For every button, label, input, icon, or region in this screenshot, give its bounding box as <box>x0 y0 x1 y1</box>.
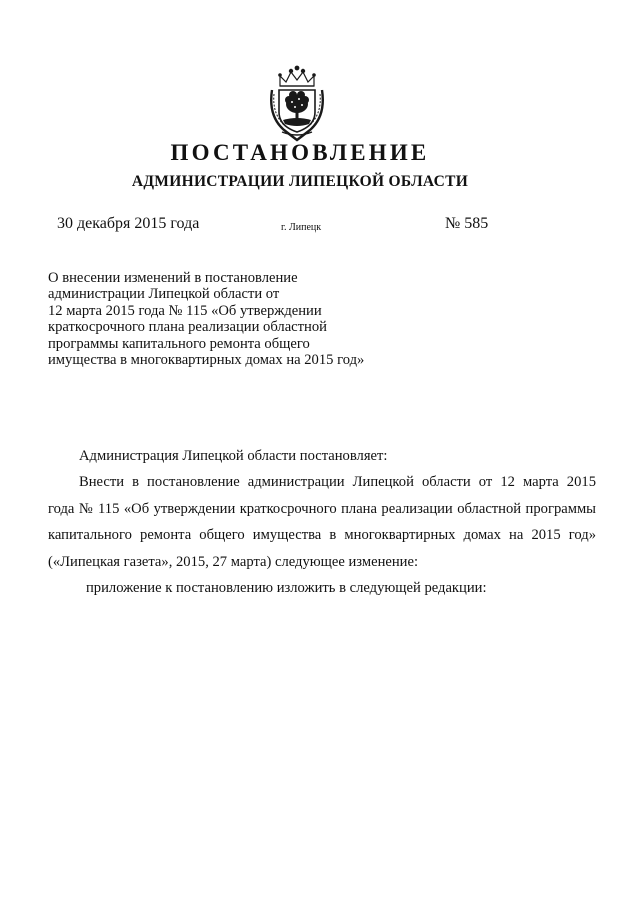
main-paragraph-line: капитального ремонта общего имущества в многоквартирных домах на 2015 год» <box>48 527 596 543</box>
main-paragraph-line: («Липецкая газета», 2015, 27 марта) следующее изменение: <box>48 553 419 570</box>
final-paragraph: приложение к постановлению изложить в следующей редакции: <box>86 580 487 596</box>
coat-of-arms-icon <box>266 64 328 142</box>
main-paragraph-line: года № 115 «Об утверждении краткосрочного плана реализации областной программы <box>48 500 596 517</box>
intro-paragraph: Администрация Липецкой области постановляет: <box>79 448 388 464</box>
subject-line: краткосрочного плана реализации областной <box>48 319 327 336</box>
document-date: 30 декабря 2015 года <box>57 215 200 232</box>
document-subject <box>48 270 408 368</box>
document-number: № 585 <box>445 215 489 232</box>
subject-line: программы капитального ремонта общего <box>48 335 310 352</box>
main-paragraph-line: Внести в постановление администрации Липецкой области от 12 марта 2015 <box>79 474 596 490</box>
page-title: ПОСТАНОВЛЕНИЕ <box>170 140 430 165</box>
subject-line: О внесении изменений в постановление <box>48 270 298 286</box>
main-paragraph <box>48 469 596 575</box>
subject-line: администрации Липецкой области от <box>48 286 280 303</box>
subject-line: 12 марта 2015 года № 115 «Об утверждении <box>48 302 322 319</box>
page-subtitle: АДМИНИСТРАЦИИ ЛИПЕЦКОЙ ОБЛАСТИ <box>131 173 469 190</box>
document-city: г. Липецк <box>281 222 322 233</box>
subject-line: имущества в многоквартирных домах на 2015 год» <box>48 352 365 369</box>
